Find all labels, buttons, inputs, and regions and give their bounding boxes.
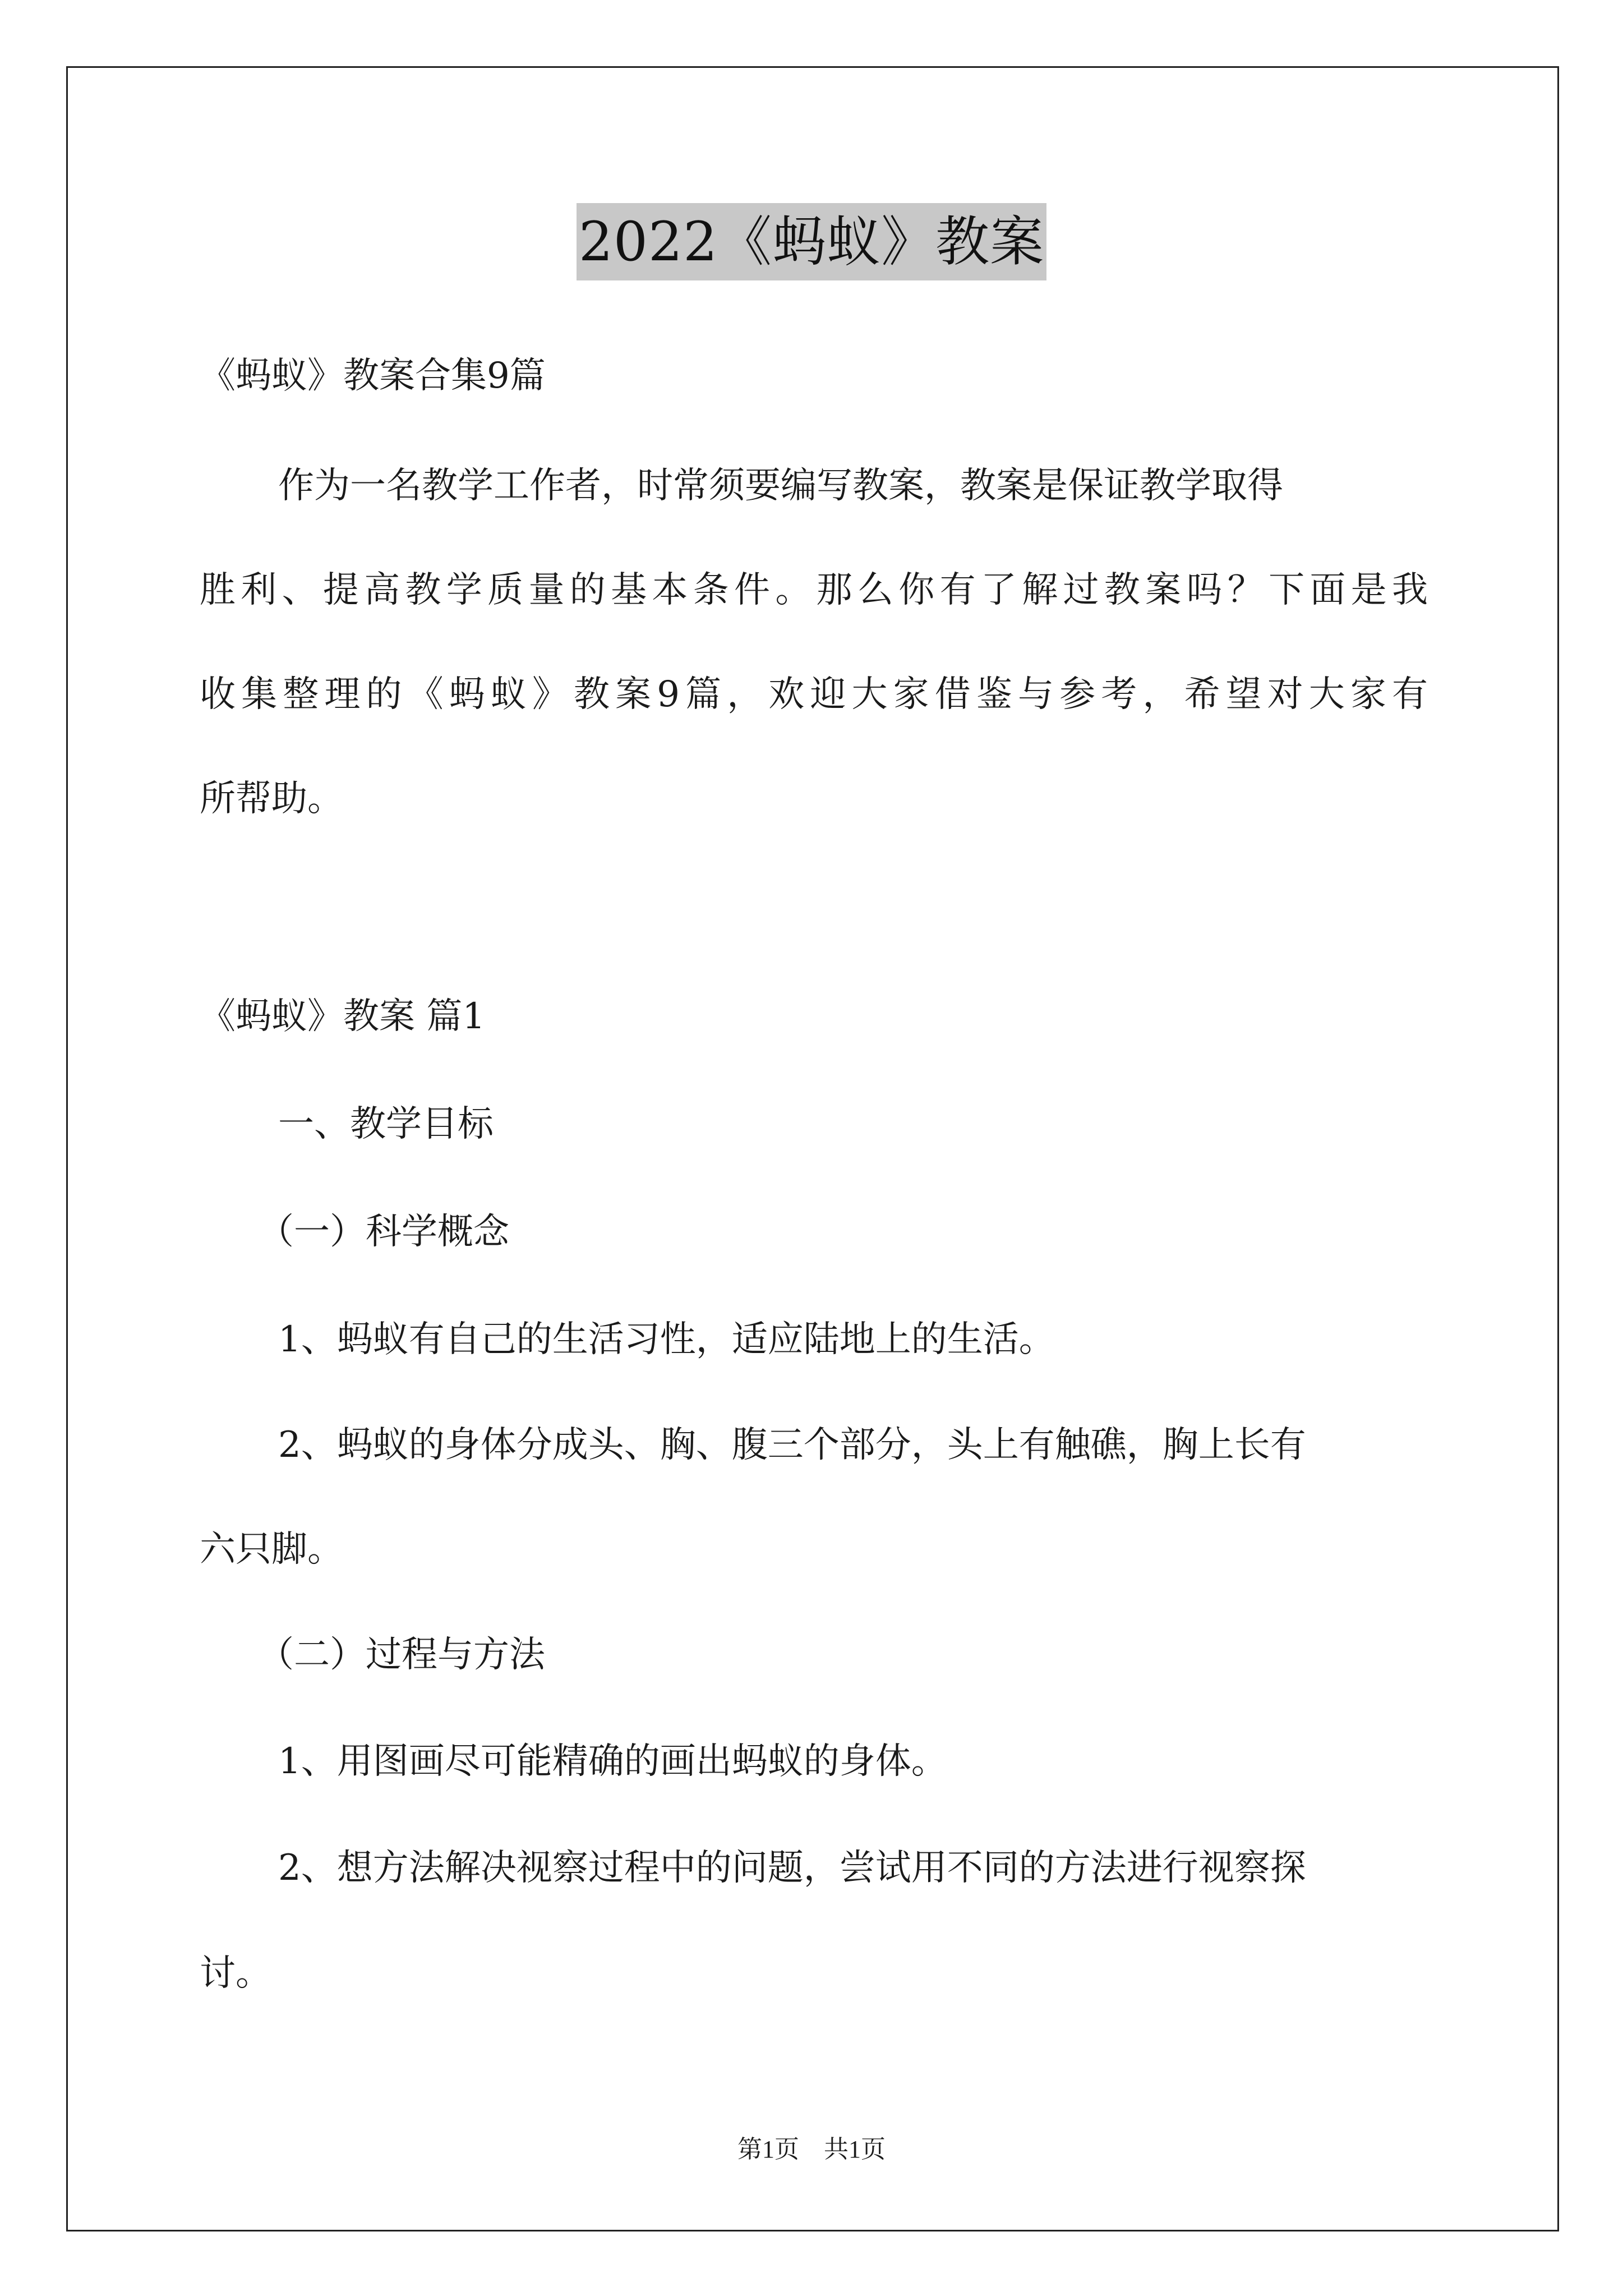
goal-heading: 一、教学目标 [278, 1103, 494, 1145]
method-heading: （二）过程与方法 [258, 1634, 545, 1676]
page-number: 第1页 [737, 2136, 799, 2163]
intro-line-3: 收集整理的《蚂蚁》教案9篇，欢迎大家借鉴与参考，希望对大家有 [200, 674, 1428, 715]
page-total: 共1页 [824, 2136, 886, 2163]
document-subtitle: 《蚂蚁》教案合集9篇 [200, 355, 546, 397]
concept-item-1: 1、蚂蚁有自己的生活习性，适应陆地上的生活。 [278, 1319, 1055, 1360]
method-item-1: 1、用图画尽可能精确的画出蚂蚁的身体。 [278, 1741, 947, 1782]
method-item-2-line-1: 2、想方法解决视察过程中的问题，尝试用不同的方法进行视察探 [278, 1847, 1306, 1889]
concept-item-2-line-2: 六只脚。 [200, 1529, 343, 1570]
concept-item-2-line-1: 2、蚂蚁的身体分成头、胸、腹三个部分，头上有触礁，胸上长有 [278, 1424, 1306, 1466]
document-title: 2022《蚂蚁》教案 [577, 203, 1046, 280]
concept-heading: （一）科学概念 [258, 1211, 509, 1253]
method-item-2-line-2: 讨。 [200, 1953, 271, 1994]
intro-line-1: 作为一名教学工作者，时常须要编写教案，教案是保证教学取得 [278, 465, 1283, 507]
intro-line-2: 胜利、提高教学质量的基本条件。那么你有了解过教案吗？下面是我 [200, 569, 1428, 611]
section-heading: 《蚂蚁》教案 篇1 [200, 996, 486, 1037]
page-footer [0, 2134, 1623, 2165]
title-container [0, 203, 1623, 280]
intro-line-4: 所帮助。 [200, 778, 343, 820]
